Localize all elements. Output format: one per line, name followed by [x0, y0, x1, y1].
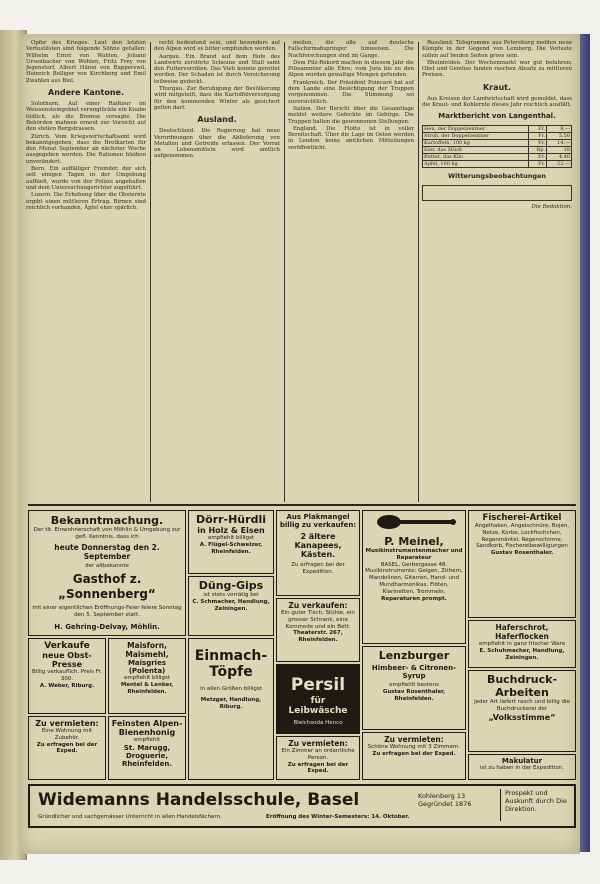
ad-doerr-huerdli	[188, 510, 274, 574]
ad-opening: Eröffnung des Winter-Semesters: 14. Oktober.	[266, 814, 410, 820]
ad-text: empfiehlt bestens	[389, 682, 439, 688]
table-cell: 8.—	[547, 126, 572, 133]
signature: Die Redaktion.	[531, 204, 572, 211]
table-cell: Kartoffeln, 100 kg	[423, 140, 529, 147]
ad-text: Zu erfragen bei der Expedition.	[291, 562, 345, 575]
ad-sub: Himbeer- & Citronen-Syrup	[371, 664, 457, 680]
ad-text: Billig verkauflich. Preis Fr. 300.	[31, 669, 103, 682]
table-cell: Rp.	[528, 147, 546, 154]
ad-firm: Gustav Rosenthaler.	[490, 550, 554, 557]
ad-bienenhonig	[108, 716, 186, 780]
ad-title: Zu verkaufen:	[288, 601, 348, 610]
c2-paragraph: Thurgau. Zur Beruhigung der Bevölkerung wird mitgeteilt, dass die Kartoffelversorgung für den kommenden Winter als gesichert gelten darf.	[154, 86, 280, 111]
table-row	[423, 161, 572, 168]
ad-sub: Musikinstrumentenmacher und Reparateur	[365, 548, 463, 561]
table-cell: 4.40	[547, 154, 572, 161]
table-row	[423, 133, 572, 140]
c3-paragraph: meilen, die alle auf deutsche Fallschirmabspringer hinweisen. Die Nachforschungen sind im Gange.	[288, 40, 414, 59]
ad-firm: Zu erfragen bei der Exped.	[287, 761, 349, 775]
table-row	[423, 154, 572, 161]
ad-einmach-toepfe	[188, 638, 274, 780]
ad-title: Einmach-	[194, 648, 268, 664]
column-rule	[150, 42, 151, 502]
ad-zu-vermieten-3	[362, 732, 466, 780]
table-cell: Fr.	[528, 140, 546, 147]
ad-text: Ein Zimmer an ordentliche Person.	[281, 748, 355, 761]
ad-meinel	[362, 510, 466, 644]
ad-text: ist zu haben in der Expedition.	[480, 765, 564, 771]
ad-title: Maisforn, Maismehl,	[125, 641, 169, 659]
ad-title: Widemanns Handelsschule, Basel	[38, 790, 360, 810]
c4-paragraph: Rheinfelden. Der Wochenmarkt war gut befahren; Obst und Gemüse fanden raschen Absatz zu mittleren Preisen.	[422, 59, 572, 79]
ad-haferschrot	[468, 620, 576, 668]
market-table-title: Marktbericht von Langenthal.	[438, 112, 556, 121]
ad-text: jeder Art liefert rasch und billig die Buchdruckerei der	[474, 699, 570, 712]
table-row	[423, 147, 572, 154]
ad-text: in allen Größen billigst	[200, 686, 262, 692]
c2-paragraph: Deutschland. Die Regierung hat neue Verordnungen über die Ablieferung von Metallen und Getreide erlassen. Der Vorrat an Lebensmitteln wird amtlich aufgenommen.	[154, 128, 280, 160]
ad-title: Verkaufe	[44, 641, 90, 651]
c3-paragraph: Italien. Der Bericht über die Gesamtlage meldet weitere Gefechte im Gebirge. Die Truppen halten die gewonnenen Stellungen.	[288, 105, 414, 125]
c1-paragraph: Bern. Ein auffälliger Fremder, der sich seit einigen Tagen in der Umgebung aufhielt, wurde von der Polizei angehalten und dem Untersuchungsrichter zugeführt.	[26, 166, 146, 191]
c1-heading: Andere Kantone.	[48, 88, 124, 98]
ad-title: Zu vermieten:	[35, 719, 99, 728]
table-cell: Äpfel, 100 kg	[423, 161, 529, 168]
ad-zu-vermieten-2	[276, 736, 360, 780]
ad-title: Lenzburger	[378, 649, 450, 662]
ad-text: BASEL, Gerbergasse 48. Musikinstrumente: Geigen, Zithern, Mandolinen, Gitarren, Hand- und Mundharmonikas, Flöten, Klarinetten, Trommeln.	[365, 561, 463, 595]
ad-title: Buchdruck-Arbeiten	[486, 673, 558, 699]
ad-title: Zu vermieten:	[288, 739, 348, 748]
c1-intro: Opfer des Krieges. Laut den letzten Verlustlisten sind folgende Söhne gefallen: Wilhelm Ernst von Wahlen, Johann Ursenbacher von Wohlen, Fritz Frey von Jegenstorf, Albert Hänni von Rapperswil, Heinrich Bolliger von Kirchberg und Emil Zwahlen aus Biel.	[26, 40, 146, 84]
c4-paragraph: Aus Kreisen der Landwirtschaft wird gemeldet, dass die Kraut- und Kohlernte dieses Jahr reichlich ausfällt.	[422, 95, 572, 109]
ad-name: Gasthof z. „Sonnenberg“	[58, 572, 156, 602]
ad-firm: Zu erfragen bei der Exped.	[372, 750, 456, 757]
ad-firm: A. Flügel-Schweizer, Rheinfelden.	[199, 541, 263, 555]
ad-text: Angelhaken, Angelschnüre, Bojen, Netze, Korbe, Lockfischchen, Regenmäntel, Regenschirme, Sandkorb, Fischereibewilligungen	[474, 523, 570, 550]
ad-text: Eine Wohnung mit Zubehör.	[41, 728, 93, 741]
ad-text: empfiehlt billigst	[123, 675, 171, 681]
market-table	[422, 125, 572, 168]
ad-firm: E. Schuhmacher, Handlung, Zeiningen.	[479, 647, 565, 661]
table-cell: Fr.	[528, 154, 546, 161]
table-cell: Heu, der Doppelzentner	[423, 126, 529, 133]
ad-firm: Zu erfragen bei der Exped.	[36, 741, 98, 755]
ad-text: empfiehlt billigst	[207, 535, 255, 541]
ad-title: P. Meinel,	[384, 535, 444, 548]
ad-title: Makulatur	[501, 757, 543, 765]
ad-address: Kohlenberg 13 Gegründet 1876	[418, 792, 472, 808]
ad-signer: H. Gehring-Delvay, Möhlin.	[54, 622, 160, 631]
c1-paragraph: Solothurn. Auf einer Radtour im Weissensteingebiet verunglückte ein Knabe tödlich, als die Bremse versagte. Die Behörden mahnen erneut zur Vorsicht auf den steilen Bergstrassen.	[26, 101, 146, 133]
table-cell: Stroh, der Doppelzentner	[423, 133, 529, 140]
ad-firm: „Volksstimme“	[488, 712, 556, 722]
table-cell: Fr.	[528, 133, 546, 140]
ad-sub: für Leibwäsche	[288, 696, 348, 716]
ad-makulatur	[468, 754, 576, 780]
c2-paragraph: Aargau. Ein Brand auf dem Hofe des Landwirts zerstörte Scheune und Stall samt den Futtervorräten. Das Vieh konnte gerettet werden. Der Schaden ist durch Versicherung teilweise gedeckt.	[154, 53, 280, 85]
news-columns	[20, 34, 580, 506]
ad-text: ist stets vorrätig bei	[203, 592, 259, 598]
ad-persil	[276, 664, 360, 734]
table-row	[423, 126, 572, 133]
column-4	[422, 40, 572, 502]
column-rule	[418, 42, 419, 502]
ad-title: Persil	[290, 675, 346, 695]
ad-text: heute Donnerstag den 2. September	[54, 542, 160, 561]
ad-title: Aus Plakmangel billig zu verkaufen:	[279, 513, 357, 529]
ad-widemann-handelsschule	[28, 784, 576, 828]
table-cell: 22.—	[547, 161, 572, 168]
ad-bekanntmachung	[28, 510, 186, 636]
ad-sub: Gründlicher und sachgemässer Unterricht in allen Handelsfächern.	[38, 814, 222, 820]
table-cell: Eier, das Stück	[423, 147, 529, 154]
newspaper-page	[20, 34, 580, 854]
ad-title: Bekanntmachung.	[50, 514, 164, 527]
ad-verkaufe	[28, 638, 106, 714]
column-rule	[284, 42, 285, 502]
column-3	[288, 40, 414, 502]
ad-zu-vermieten-1	[28, 716, 106, 780]
ad-text: Der tit. Einwohnerschaft von Möhlin & Umgebung zur gefl. Kenntnis, dass ich	[33, 527, 181, 540]
ad-text: Ein guter Tisch, Stühle, ein grosser Schrank, eine Kommode und ein Bett.	[281, 610, 355, 630]
ad-sub: 2 ältere Kanapees, Kästen.	[294, 532, 342, 559]
c4-paragraph: Russland. Telegramme aus Petersburg melden neue Kämpfe in der Gegend von Lemberg. Die Verluste sollen auf beiden Seiten gross sein.	[422, 40, 572, 59]
ad-maiskorn	[108, 638, 186, 714]
ad-text: Schöne Wohnung mit 3 Zimmern.	[367, 744, 461, 750]
ad-title: Haferschrot, Haferflocken	[495, 623, 549, 641]
ad-firm: A. Weber, Riburg.	[39, 682, 95, 689]
c1-paragraph: Zürich. Vom Kriegswirtschaftsamt wird bekanntgegeben, dass die Brotkarten für den Monat September ab nächster Woche ausgegeben werden. Die Rationen bleiben unverändert.	[26, 133, 146, 165]
ad-plakmangel	[276, 510, 360, 596]
ad-text: empfiehlt in ganz frischer Ware	[478, 641, 566, 647]
ad-title: Düng-Gips	[198, 579, 264, 592]
column-1	[26, 40, 146, 502]
section-divider	[28, 504, 576, 506]
ad-text: der altbekannte	[85, 562, 129, 569]
table-cell: Fr.	[528, 126, 546, 133]
ad-sub: Töpfe	[209, 664, 253, 680]
ad-buchdruck	[468, 670, 576, 752]
ad-firm: Gustav Rosenthaler, Rheinfelden.	[382, 688, 446, 702]
ad-fischerei	[468, 510, 576, 618]
table-cell: Fr.	[528, 161, 546, 168]
ad-text: empfiehlt	[133, 737, 161, 743]
ad-zu-verkaufen	[276, 598, 360, 662]
weather-table	[422, 185, 572, 201]
ad-firm: St. Marugg, Droguerie, Rheinfelden.	[121, 743, 173, 768]
ad-sub: in Holz & Eisen	[197, 526, 265, 535]
c3-paragraph: Dem Pilz-Rekord machen in diesem Jahr die Pilzsammler alle Ehre; vom Jura bis zu den Alpen wurden gewaltige Mengen gefunden.	[288, 59, 414, 79]
ad-sub: Maisgries (Polenta)	[127, 659, 167, 675]
ad-title: Zu vermieten:	[384, 735, 444, 744]
weather-title: Witterungsbeobachtungen	[447, 172, 547, 181]
table-cell: 18	[547, 147, 572, 154]
c3-paragraph: England. Die Flotte ist in voller Bereitschaft. Über die Lage im Osten werden in London keine amtlichen Mitteilungen veröffentlicht.	[288, 125, 414, 151]
c2-heading: Ausland.	[197, 115, 237, 125]
c3-paragraph: Frankreich. Der Präsident Poincaré hat auf dem Lande eine Besichtigung der Truppen vorgenommen. Die Stimmung sei zuversichtlich.	[288, 79, 414, 105]
ad-contact: Prospekt und Auskunft durch Die Direktion.	[500, 789, 570, 821]
violin-icon	[369, 513, 459, 531]
ad-text: mit einer eigentlichen Eröffnungs-Feier feiere Sonntag den 5. September statt.	[32, 605, 182, 619]
ad-lenzburger	[362, 646, 466, 730]
table-cell: Butter, das Kilo	[423, 154, 529, 161]
c4-heading: Kraut.	[482, 82, 512, 92]
ad-firm: C. Schmacher, Handlung, Zeiningen.	[192, 598, 270, 612]
ad-duengips	[188, 576, 274, 636]
ad-title: Fischerei-Artikel	[482, 513, 562, 523]
ad-firm: Theaterstr. 267, Rheinfelden.	[293, 630, 343, 644]
ad-sub: neue Obst-Presse	[42, 651, 92, 669]
ad-text: Bleichsoda Henco	[293, 720, 343, 726]
c2-paragraph: recht bedeutend sein, und besonders auf den Alpen wird es bitter empfunden werden.	[154, 40, 280, 53]
ad-title: Dörr-Hürdli	[196, 513, 266, 526]
ad-title: Feinsten Alpen-Bienenhonig	[111, 719, 183, 737]
table-cell: 5.50	[547, 133, 572, 140]
table-row	[423, 140, 572, 147]
table-cell: 14.—	[547, 140, 572, 147]
ad-firm: Metzger, Handlung, Riburg.	[200, 696, 262, 710]
ad-firm: Mentel & Lenker, Rheinfelden.	[120, 681, 174, 695]
ad-firm: Reparaturen prompt.	[381, 595, 447, 602]
c1-paragraph: Luzern. Die Erhebung über die Obsternte ergibt einen mittleren Ertrag. Birnen sind reichlich vorhanden, Äpfel eher spärlich.	[26, 192, 146, 211]
column-2	[154, 40, 280, 502]
